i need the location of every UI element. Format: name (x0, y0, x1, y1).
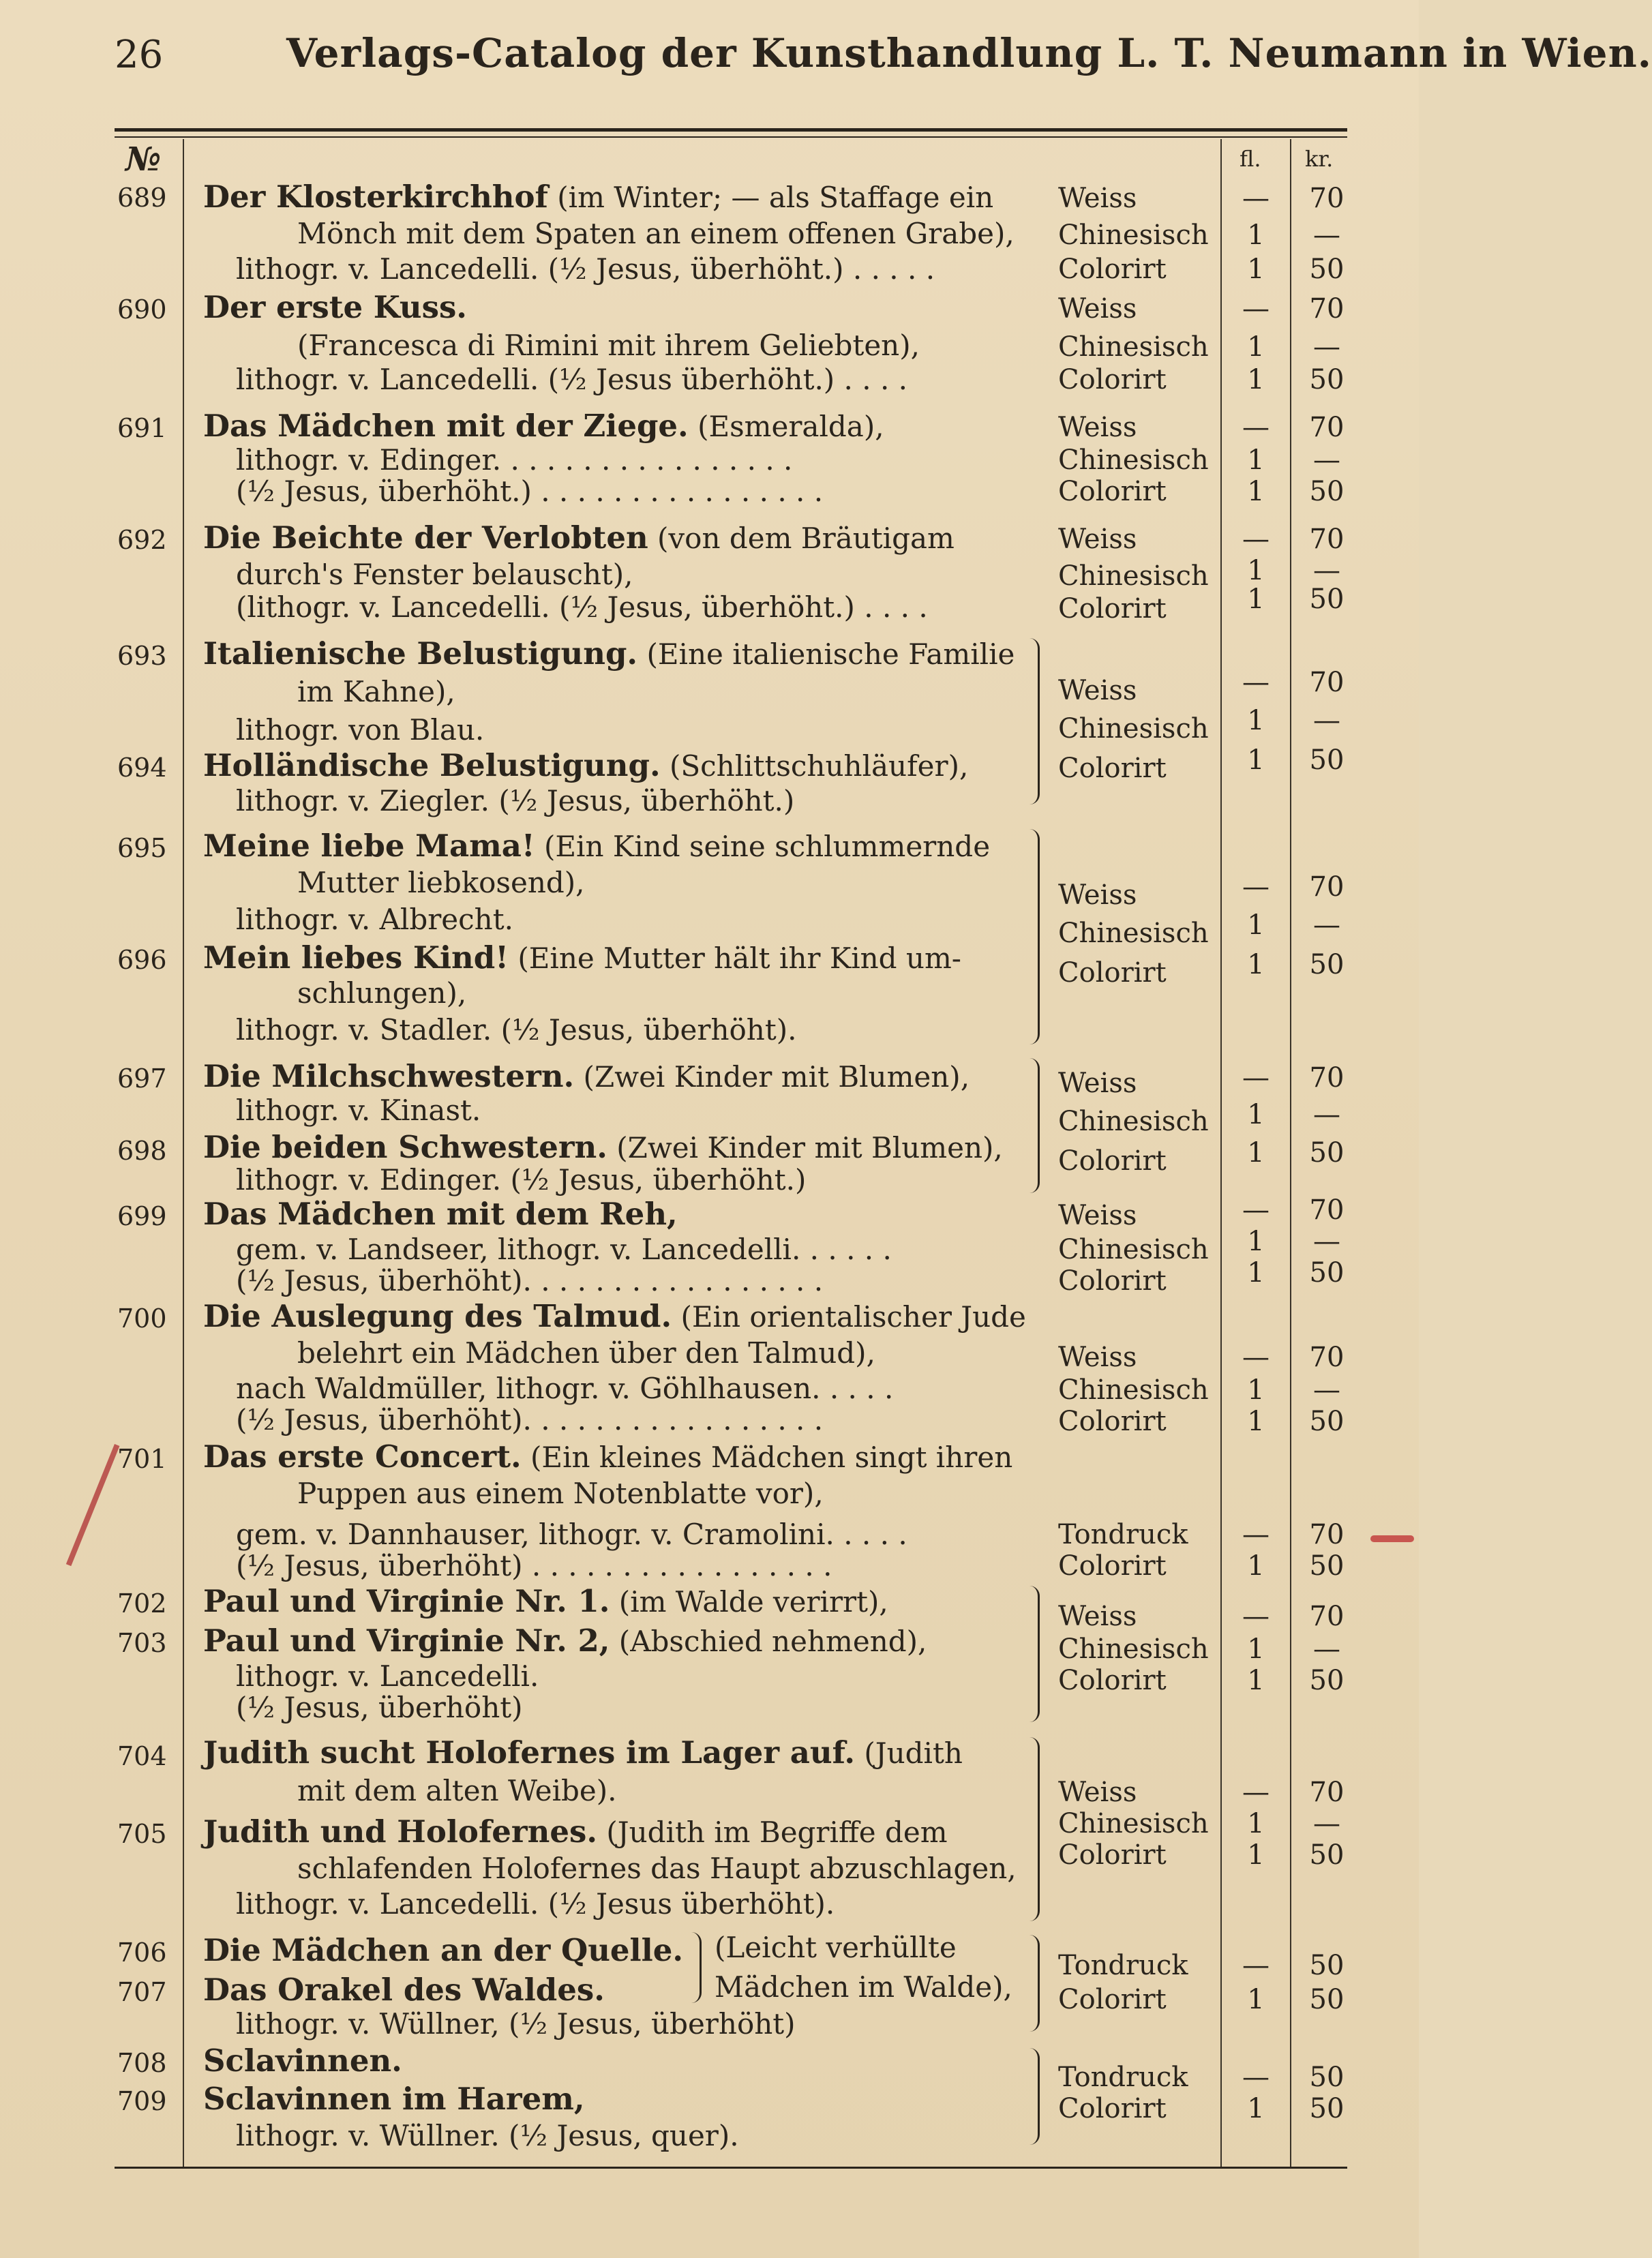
entry-line (203, 747, 968, 783)
price-fl: 1 (1247, 254, 1265, 285)
variant-label: Colorirt (1058, 1984, 1167, 2015)
entry-number: 693 (117, 641, 167, 671)
price-kr: 70 (1309, 524, 1345, 555)
entry-line (203, 1932, 683, 1968)
price-kr: — (1313, 331, 1340, 363)
price-fl: — (1242, 1777, 1270, 1808)
variant-label: Chinesisch (1058, 1808, 1209, 1839)
variant-label: Weiss (1058, 1342, 1137, 1373)
price-fl: 1 (1247, 1634, 1265, 1665)
grouping-brace (1030, 638, 1040, 804)
entry-number: 692 (117, 525, 167, 555)
variant-label: Colorirt (1058, 1265, 1167, 1297)
variant-label: Tondruck (1058, 2062, 1188, 2093)
price-fl: — (1242, 2062, 1270, 2093)
price-fl: 1 (1247, 1808, 1265, 1839)
entry-title: Der Klosterkirchhof (203, 179, 548, 215)
price-fl: — (1242, 183, 1270, 214)
price-fl: 1 (1247, 555, 1265, 586)
entry-line (203, 1583, 888, 1619)
entry-text: (Esmeralda), (688, 410, 884, 443)
entry-line: mit dem alten Weibe). (297, 1774, 617, 1807)
entry-number: 707 (117, 1977, 167, 2007)
price-kr: 50 (1309, 949, 1345, 980)
column-header-no: № (125, 140, 162, 179)
price-kr: — (1313, 445, 1340, 476)
variant-label: Weiss (1058, 1200, 1137, 1231)
grouping-brace (1030, 1586, 1040, 1722)
entry-title: Paul und Virginie Nr. 2, (203, 1623, 610, 1659)
price-kr: 50 (1309, 1406, 1345, 1437)
price-kr: 70 (1309, 412, 1345, 443)
price-kr: 70 (1309, 1519, 1345, 1550)
entry-number: 700 (117, 1304, 167, 1334)
entry-title: Holländische Belustigung. (203, 747, 661, 783)
variant-label: Weiss (1058, 879, 1137, 911)
pencil-mark (1370, 1535, 1414, 1542)
grouping-brace (1030, 1058, 1040, 1193)
entry-line (203, 1734, 963, 1771)
price-fl: 1 (1247, 1137, 1265, 1169)
entry-line: (½ Jesus, überhöht). . . . . . . . . . . . . . . . . (236, 1264, 824, 1297)
entry-title: Das Orakel des Waldes. (203, 1972, 605, 2008)
entry-line: lithogr. v. Stadler. (½ Jesus, überhöht). (236, 1013, 797, 1047)
entry-line (203, 1439, 1012, 1475)
price-kr: 70 (1309, 183, 1345, 214)
variant-label: Chinesisch (1058, 1234, 1209, 1265)
entry-text: (Abschied nehmend), (610, 1625, 927, 1658)
entry-text: (Ein kleines Mädchen singt ihren (521, 1441, 1013, 1474)
variant-label: Weiss (1058, 1068, 1137, 1099)
variant-label: Colorirt (1058, 1145, 1167, 1177)
entry-title: Der erste Kuss. (203, 289, 467, 325)
entry-number: 705 (117, 1819, 167, 1849)
price-fl: 1 (1247, 2093, 1265, 2124)
entry-line: Mönch mit dem Spaten an einem offenen Grabe), (297, 217, 1015, 250)
price-kr: 70 (1309, 1062, 1345, 1094)
price-kr: 50 (1309, 1984, 1345, 2015)
price-fl: 1 (1247, 1550, 1265, 1582)
entry-line (203, 1623, 927, 1659)
entry-line: schlungen), (297, 976, 467, 1010)
price-kr: 50 (1309, 1950, 1345, 1981)
entry-number: 697 (117, 1064, 167, 1094)
column-divider-variant (1220, 139, 1222, 2167)
entry-text: (Zwei Kinder mit Blumen), (574, 1060, 970, 1094)
variant-label: Colorirt (1058, 1839, 1167, 1871)
entry-text: (Ein Kind seine schlummernde (535, 830, 991, 863)
entry-number: 701 (117, 1444, 167, 1474)
grouping-brace (1030, 1737, 1040, 1921)
variant-label: Colorirt (1058, 254, 1167, 285)
price-fl: 1 (1247, 1257, 1265, 1289)
entry-line (203, 1813, 948, 1850)
grouping-brace (1030, 2048, 1040, 2145)
entry-line: lithogr. v. Wüllner, (½ Jesus, überhöht) (236, 2007, 796, 2041)
price-fl: 1 (1247, 1099, 1265, 1130)
entry-text: (Eine Mutter hält ihr Kind um- (508, 942, 961, 975)
price-fl: — (1242, 667, 1270, 698)
price-kr: 50 (1309, 584, 1345, 615)
price-kr: 50 (1309, 1257, 1345, 1289)
entry-title: Die Mädchen an der Quelle. (203, 1932, 684, 1968)
entry-line (203, 1058, 970, 1094)
entry-text: (Zwei Kinder mit Blumen), (607, 1131, 1003, 1164)
entry-line (203, 1196, 678, 1232)
entry-number: 704 (117, 1741, 167, 1771)
footer-rule (115, 2167, 1347, 2169)
entry-line: im Kahne), (297, 675, 455, 708)
price-fl: 1 (1247, 1406, 1265, 1437)
entry-line: gem. v. Landseer, lithogr. v. Lancedelli. . . . . . (236, 1233, 892, 1266)
variant-label: Chinesisch (1058, 1106, 1209, 1137)
entry-title: Judith und Holofernes. (203, 1813, 597, 1850)
entry-title: Das erste Concert. (203, 1439, 522, 1475)
price-fl: 1 (1247, 584, 1265, 615)
price-kr: — (1313, 1374, 1340, 1406)
entry-number: 706 (117, 1938, 167, 1968)
variant-label: Tondruck (1058, 1519, 1188, 1550)
price-fl: 1 (1247, 1665, 1265, 1696)
variant-label: Weiss (1058, 1601, 1137, 1632)
entry-line: nach Waldmüller, lithogr. v. Göhlhausen. . . . . (236, 1372, 894, 1405)
price-fl: — (1242, 1342, 1270, 1373)
entry-line (203, 1129, 1003, 1165)
price-kr: 50 (1309, 1137, 1345, 1169)
entry-title: Meine liebe Mama! (203, 828, 535, 864)
variant-label: Chinesisch (1058, 1634, 1209, 1665)
price-kr: — (1313, 705, 1340, 736)
variant-label: Colorirt (1058, 364, 1167, 395)
price-fl: 1 (1247, 909, 1265, 941)
variant-label: Weiss (1058, 183, 1137, 214)
header-rule (115, 128, 1347, 132)
header-rule-thin (115, 136, 1347, 138)
entry-line (203, 1298, 1026, 1334)
entry-title: Die beiden Schwestern. (203, 1129, 607, 1165)
variant-label: Chinesisch (1058, 220, 1209, 251)
column-header-kr: kr. (1305, 146, 1334, 172)
price-fl: 1 (1247, 364, 1265, 395)
price-fl: — (1242, 1062, 1270, 1094)
entry-line: Mutter liebkosend), (297, 866, 585, 899)
variant-label: Colorirt (1058, 476, 1167, 507)
variant-label: Colorirt (1058, 2093, 1167, 2124)
entry-text: (im Winter; — als Staffage ein (547, 181, 994, 214)
price-fl: — (1242, 1194, 1270, 1226)
price-kr: 50 (1309, 1839, 1345, 1871)
entry-title: Die Milchschwestern. (203, 1058, 575, 1094)
entry-text: (von dem Bräutigam (648, 522, 955, 555)
entry-title: Mein liebes Kind! (203, 939, 509, 976)
entry-title: Italienische Belustigung. (203, 635, 638, 672)
entry-line: lithogr. v. Lancedelli. (½ Jesus, überhöht.) . . . . . (236, 252, 935, 286)
price-kr: — (1313, 1634, 1340, 1665)
entry-line (203, 828, 990, 864)
price-fl: 1 (1247, 744, 1265, 776)
price-kr: 70 (1309, 871, 1345, 903)
entry-number: 691 (117, 413, 167, 443)
entry-line (203, 1972, 605, 2008)
entry-line: lithogr. v. Wüllner. (½ Jesus, quer). (236, 2119, 739, 2152)
entry-line (203, 635, 1015, 672)
entry-number: 703 (117, 1628, 167, 1658)
entry-line: durch's Fenster belauscht), (236, 558, 633, 591)
entry-line (203, 408, 884, 444)
entry-line: lithogr. v. Lancedelli. (½ Jesus überhöht.) . . . . (236, 363, 907, 396)
entry-line: Mädchen im Walde), (715, 1970, 1012, 2004)
price-fl: 1 (1247, 1226, 1265, 1257)
price-fl: 1 (1247, 220, 1265, 251)
variant-label: Colorirt (1058, 957, 1167, 989)
grouping-brace (691, 1932, 702, 2003)
price-kr: 50 (1309, 744, 1345, 776)
price-kr: 70 (1309, 1777, 1345, 1808)
price-fl: — (1242, 871, 1270, 903)
price-fl: — (1242, 524, 1270, 555)
entry-number: 696 (117, 945, 167, 975)
entry-number: 708 (117, 2048, 167, 2078)
price-kr: 50 (1309, 1550, 1345, 1582)
price-kr: 70 (1309, 1342, 1345, 1373)
entry-line: (½ Jesus, überhöht). . . . . . . . . . . . . . . . . (236, 1403, 824, 1436)
entry-text: (Judith im Begriffe dem (597, 1816, 948, 1849)
price-kr: 50 (1309, 1665, 1345, 1696)
variant-label: Colorirt (1058, 1665, 1167, 1696)
price-kr: — (1313, 220, 1340, 251)
entry-title: Judith sucht Holofernes im Lager auf. (203, 1734, 855, 1771)
entry-line: lithogr. v. Lancedelli. (236, 1659, 539, 1693)
column-divider-number (183, 139, 184, 2167)
variant-label: Colorirt (1058, 1406, 1167, 1437)
variant-label: Tondruck (1058, 1950, 1188, 1981)
grouping-brace (1030, 1935, 1040, 2032)
entry-text: (Eine italienische Familie (637, 637, 1015, 671)
entry-line: lithogr. v. Kinast. (236, 1094, 481, 1127)
entry-number: 689 (117, 183, 167, 213)
variant-label: Weiss (1058, 1777, 1137, 1808)
entry-line: (Leicht verhüllte (715, 1931, 957, 1964)
price-kr: 70 (1309, 1194, 1345, 1226)
price-fl: 1 (1247, 1374, 1265, 1406)
entry-line: (½ Jesus, überhöht) . . . . . . . . . . . . . . . . . (236, 1549, 832, 1582)
price-kr: — (1313, 1808, 1340, 1839)
variant-label: Weiss (1058, 412, 1137, 443)
entry-number: 690 (117, 295, 167, 325)
entry-text: (Schlittschuhläufer), (660, 749, 969, 783)
price-fl: — (1242, 1950, 1270, 1981)
price-fl: 1 (1247, 949, 1265, 980)
entry-title: Sclavinnen. (203, 2043, 402, 2079)
price-kr: — (1313, 555, 1340, 586)
variant-label: Chinesisch (1058, 560, 1209, 592)
pencil-mark (66, 1444, 120, 1566)
entry-title: Das Mädchen mit dem Reh, (203, 1196, 678, 1232)
grouping-brace (1030, 829, 1040, 1044)
entry-number: 702 (117, 1589, 167, 1619)
variant-label: Chinesisch (1058, 445, 1209, 476)
entry-line: (½ Jesus, überhöht) (236, 1691, 523, 1724)
entry-title: Das Mädchen mit der Ziege. (203, 408, 689, 444)
price-kr: 50 (1309, 254, 1345, 285)
entry-line: gem. v. Dannhauser, lithogr. v. Cramolini. . . . . (236, 1518, 907, 1551)
entry-line: (½ Jesus, überhöht.) . . . . . . . . . . . . . . . . (236, 475, 824, 508)
entry-line: lithogr. v. Albrecht. (236, 903, 513, 936)
entry-line: belehrt ein Mädchen über den Talmud), (297, 1336, 875, 1370)
price-fl: 1 (1247, 476, 1265, 507)
variant-label: Chinesisch (1058, 331, 1209, 363)
variant-label: Weiss (1058, 675, 1137, 706)
price-fl: — (1242, 1519, 1270, 1550)
price-kr: 50 (1309, 364, 1345, 395)
price-fl: — (1242, 412, 1270, 443)
entry-text: (Ein orientalischer Jude (672, 1300, 1026, 1334)
price-kr: — (1313, 1226, 1340, 1257)
price-kr: 50 (1309, 2093, 1345, 2124)
variant-label: Colorirt (1058, 593, 1167, 624)
variant-label: Colorirt (1058, 753, 1167, 784)
entry-number: 694 (117, 753, 167, 783)
entry-title: Paul und Virginie Nr. 1. (203, 1583, 610, 1619)
price-kr: 50 (1309, 476, 1345, 507)
variant-label: Chinesisch (1058, 1374, 1209, 1406)
price-fl: — (1242, 293, 1270, 325)
entry-title: Die Auslegung des Talmud. (203, 1298, 672, 1334)
page-title: Verlags-Catalog der Kunsthandlung L. T. Neumann in Wien. (286, 30, 1652, 76)
variant-label: Weiss (1058, 524, 1137, 555)
entry-line: lithogr. v. Lancedelli. (½ Jesus überhöht). (236, 1887, 835, 1921)
entry-number: 699 (117, 1201, 167, 1231)
price-fl: 1 (1247, 705, 1265, 736)
price-kr: 70 (1309, 667, 1345, 698)
page-number: 26 (115, 33, 164, 77)
entry-line: (lithogr. v. Lancedelli. (½ Jesus, überhöht.) . . . . (236, 590, 928, 624)
price-kr: 70 (1309, 293, 1345, 325)
entry-line (203, 179, 993, 215)
variant-label: Weiss (1058, 293, 1137, 325)
price-fl: 1 (1247, 331, 1265, 363)
entry-line: lithogr. v. Ziegler. (½ Jesus, überhöht.) (236, 784, 795, 817)
entry-line: (Francesca di Rimini mit ihrem Geliebten), (297, 329, 920, 362)
entry-number: 709 (117, 2086, 167, 2116)
entry-line (203, 289, 467, 325)
price-kr: — (1313, 909, 1340, 941)
price-kr: 50 (1309, 2062, 1345, 2093)
entry-line: lithogr. von Blau. (236, 713, 485, 747)
price-fl: 1 (1247, 1839, 1265, 1871)
entry-line (203, 2081, 585, 2117)
price-fl: 1 (1247, 1984, 1265, 2015)
entry-line (203, 939, 961, 976)
entry-line (203, 520, 955, 556)
entry-line: schlafenden Holofernes das Haupt abzuschlagen, (297, 1852, 1017, 1885)
entry-title: Sclavinnen im Harem, (203, 2081, 585, 2117)
entry-title: Die Beichte der Verlobten (203, 520, 648, 556)
entry-line: Puppen aus einem Notenblatte vor), (297, 1477, 824, 1510)
column-header-fl: fl. (1240, 146, 1261, 172)
price-fl: — (1242, 1601, 1270, 1632)
variant-label: Chinesisch (1058, 918, 1209, 949)
price-fl: 1 (1247, 445, 1265, 476)
entry-text: (Judith (855, 1736, 963, 1770)
price-kr: 70 (1309, 1601, 1345, 1632)
entry-line: lithogr. v. Edinger. . . . . . . . . . . . . . . . . (236, 443, 793, 477)
variant-label: Chinesisch (1058, 713, 1209, 744)
entry-text: (im Walde verirrt), (610, 1585, 888, 1619)
entry-line: lithogr. v. Edinger. (½ Jesus, überhöht.) (236, 1163, 807, 1196)
entry-line (203, 2043, 402, 2079)
entry-number: 695 (117, 833, 167, 863)
entry-number: 698 (117, 1136, 167, 1166)
price-kr: — (1313, 1099, 1340, 1130)
variant-label: Colorirt (1058, 1550, 1167, 1582)
column-divider-fl (1290, 139, 1291, 2167)
